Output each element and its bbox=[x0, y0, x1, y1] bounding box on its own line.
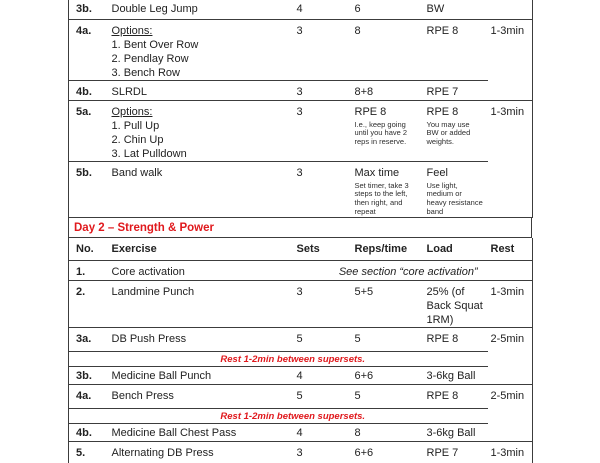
superset-rest-note: Rest 1-2min between supersets. bbox=[69, 352, 488, 367]
table-row bbox=[69, 19, 533, 80]
row-number: 2. bbox=[69, 281, 111, 328]
exercise-name: SLRDL bbox=[111, 80, 294, 100]
sets-value: 3 bbox=[294, 161, 354, 217]
day2-table bbox=[68, 238, 533, 463]
exercise-name: Core activation bbox=[111, 261, 294, 281]
sets-value: 5 bbox=[294, 328, 354, 352]
table-row bbox=[69, 281, 533, 328]
rest-value: 1-3min bbox=[488, 19, 533, 100]
reps-value: 5 bbox=[354, 328, 426, 352]
row-number: 4b. bbox=[69, 424, 111, 442]
table-row bbox=[69, 424, 533, 442]
exercise-options-cell bbox=[111, 100, 294, 161]
load-value: RPE 8 bbox=[426, 19, 488, 80]
row-number: 3b. bbox=[69, 367, 111, 385]
sets-value: 5 bbox=[294, 385, 354, 409]
table-row bbox=[69, 261, 533, 281]
superset-note-row bbox=[69, 409, 533, 424]
option-item: 1. Pull Up bbox=[111, 119, 160, 132]
table-row bbox=[69, 442, 533, 463]
sets-value: 3 bbox=[294, 281, 354, 328]
option-item: 3. Lat Pulldown bbox=[111, 147, 187, 160]
rest-value: 1-3min bbox=[490, 447, 525, 460]
sets-value: 3 bbox=[294, 100, 354, 161]
reps-value: Max time bbox=[354, 166, 400, 179]
exercise-name: Double Leg Jump bbox=[111, 0, 294, 19]
row-number: 5a. bbox=[69, 100, 111, 161]
sets-value: 4 bbox=[294, 367, 354, 385]
option-item: 2. Chin Up bbox=[111, 133, 164, 146]
row-number: 3a. bbox=[69, 328, 111, 352]
reps-note: I.e., keep going until you have 2 reps in reserve. bbox=[354, 119, 408, 147]
option-item: 2. Pendlay Row bbox=[111, 52, 189, 65]
load-cell bbox=[426, 100, 488, 161]
option-item: 1. Bent Over Row bbox=[111, 38, 199, 51]
load-value: Feel bbox=[426, 166, 448, 179]
row-number: 3b. bbox=[69, 0, 111, 19]
reps-value: 8+8 bbox=[354, 80, 426, 100]
rest-value bbox=[488, 0, 533, 19]
reps-value: 6 bbox=[354, 0, 426, 19]
header-rest: Rest bbox=[488, 238, 533, 261]
exercise-name: Alternating DB Press bbox=[111, 447, 214, 460]
sets-value: 3 bbox=[294, 19, 354, 80]
load-note: You may use BW or added weights. bbox=[426, 119, 471, 147]
rest-value: 1-3min bbox=[488, 281, 533, 328]
exercise-options-cell bbox=[111, 19, 294, 80]
header-no: No. bbox=[69, 238, 111, 261]
superset-rest-note: Rest 1-2min between supersets. bbox=[69, 409, 488, 424]
exercise-name: Medicine Ball Punch bbox=[111, 367, 294, 385]
options-label: Options: bbox=[111, 105, 153, 118]
reps-value: RPE 8 bbox=[354, 105, 387, 118]
rest-value: 2-5min bbox=[488, 385, 533, 442]
table-row bbox=[69, 385, 533, 409]
day1-table bbox=[68, 0, 533, 218]
load-value: RPE 8 bbox=[426, 328, 488, 352]
option-item: 3. Bench Row bbox=[111, 66, 180, 79]
load-value: RPE 7 bbox=[426, 80, 488, 100]
table-row bbox=[69, 100, 533, 161]
load-value: BW bbox=[426, 0, 488, 19]
reps-value: 5 bbox=[354, 385, 426, 409]
header-load: Load bbox=[426, 238, 488, 261]
table-row bbox=[69, 367, 533, 385]
day2-section-title: Day 2 – Strength & Power bbox=[68, 218, 532, 238]
reps-note: Set timer, take 3 steps to the left, then right, and repeat bbox=[354, 180, 409, 216]
sets-value: 4 bbox=[294, 0, 354, 19]
table-row bbox=[69, 328, 533, 352]
exercise-name: Medicine Ball Chest Pass bbox=[111, 424, 294, 442]
exercise-name: Landmine Punch bbox=[111, 281, 294, 328]
row-number: 5b. bbox=[69, 161, 111, 217]
reps-value: 5+5 bbox=[354, 281, 426, 328]
load-value: 3-6kg Ball bbox=[426, 367, 488, 385]
row-number: 5. bbox=[76, 447, 86, 460]
table-row bbox=[69, 80, 533, 100]
exercise-name: DB Push Press bbox=[111, 328, 294, 352]
superset-note-row bbox=[69, 352, 533, 367]
core-activation-note: See section “core activation” bbox=[294, 261, 533, 281]
exercise-name: Band walk bbox=[111, 161, 294, 217]
header-exercise: Exercise bbox=[111, 238, 294, 261]
header-sets: Sets bbox=[294, 238, 354, 261]
load-note: Use light, medium or heavy resistance band bbox=[426, 180, 483, 216]
load-value: RPE 8 bbox=[426, 385, 488, 409]
load-value: RPE 7 bbox=[426, 447, 459, 460]
table-row bbox=[69, 0, 533, 19]
reps-cell bbox=[354, 100, 426, 161]
header-row bbox=[69, 238, 533, 261]
table-row bbox=[69, 161, 533, 217]
row-number: 4b. bbox=[69, 80, 111, 100]
load-cell bbox=[426, 161, 488, 217]
rest-value: 2-5min bbox=[488, 328, 533, 385]
load-value: 25% (of Back Squat 1RM) bbox=[426, 281, 488, 328]
options-label: Options: bbox=[111, 24, 153, 37]
header-reps: Reps/time bbox=[354, 238, 426, 261]
exercise-name: Bench Press bbox=[111, 385, 294, 409]
row-number: 4a. bbox=[69, 385, 111, 409]
reps-value: 6+6 bbox=[354, 367, 426, 385]
reps-cell bbox=[354, 161, 426, 217]
row-number: 4a. bbox=[69, 19, 111, 80]
sets-value: 4 bbox=[294, 424, 354, 442]
sets-value: 3 bbox=[296, 447, 303, 460]
load-value: 3-6kg Ball bbox=[426, 424, 488, 442]
reps-value: 6+6 bbox=[354, 447, 374, 460]
row-number: 1. bbox=[69, 261, 111, 281]
rest-value: 1-3min bbox=[488, 100, 533, 217]
reps-value: 8 bbox=[354, 424, 426, 442]
sets-value: 3 bbox=[294, 80, 354, 100]
workout-program-document bbox=[68, 0, 532, 463]
load-value: RPE 8 bbox=[426, 105, 459, 118]
reps-value: 8 bbox=[354, 19, 426, 80]
